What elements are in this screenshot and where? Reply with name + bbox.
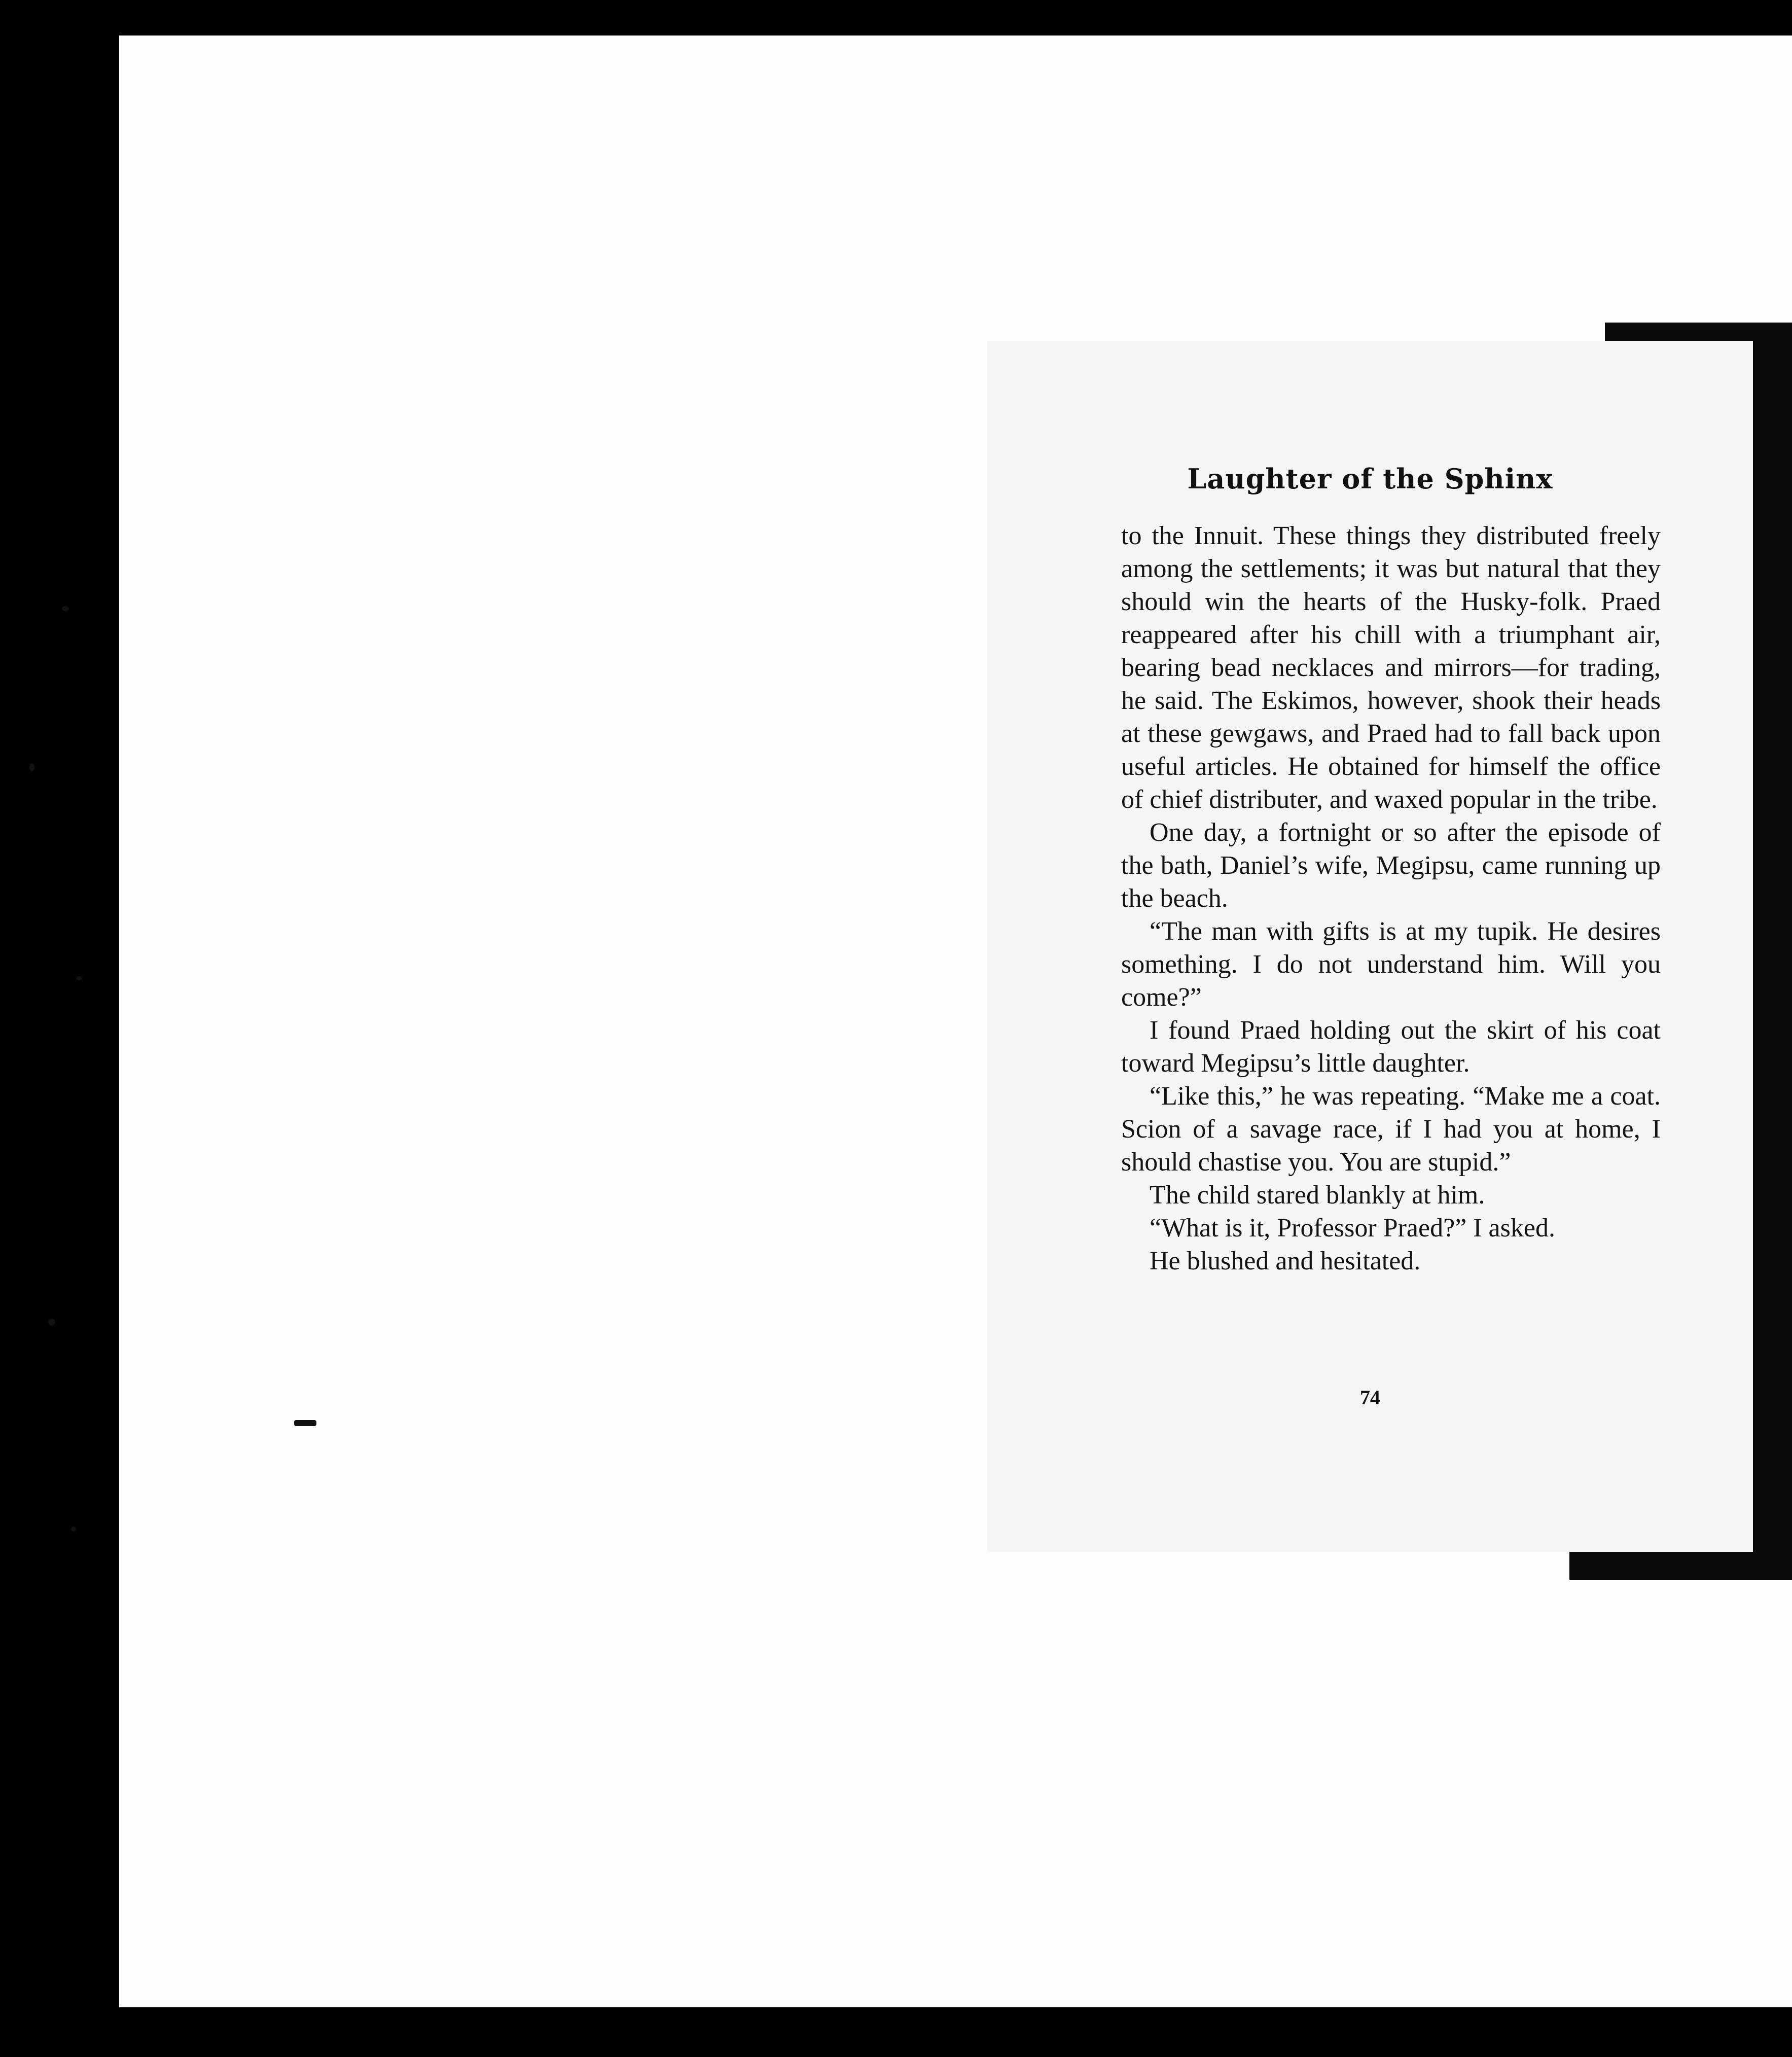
paragraph: “What is it, Professor Praed?” I asked. [1150, 1214, 1555, 1243]
paragraph: One day, a fortnight or so after the episode of the bath, Daniel’s wife, Megipsu, came running up the beach. [1121, 818, 1661, 913]
body-text [1121, 519, 1661, 1278]
running-head: Laughter of the Sphinx [1187, 463, 1553, 495]
page-number: 74 [1360, 1386, 1380, 1409]
paragraph: to the Innuit. These things they distributed freely among the settlements; it was but natural that they should win the hearts of the Husky-folk. Praed reappeared after his chill with a triumphant air, bearing bead necklaces and mirrors—for trading, he said. The Eskimos, however, shook their heads at these gewgaws, and Praed had to fall back upon useful articles. He obtained for himself the office of chief distributer, and waxed popular in the tribe. [1121, 521, 1661, 814]
book-page [987, 341, 1753, 1552]
paragraph: The child stared blankly at him. [1150, 1181, 1485, 1210]
scan-speck [48, 1319, 55, 1326]
scan-speck [76, 976, 82, 980]
paragraph: “The man with gifts is at my tupik. He desires something. I do not understand him. Will you come?” [1121, 917, 1661, 1012]
scan-speck [62, 606, 69, 611]
scan-speck [29, 763, 34, 771]
scan-speck [294, 1420, 316, 1426]
paragraph: He blushed and hesitated. [1150, 1247, 1421, 1275]
paragraph: “Like this,” he was repeating. “Make me a coat. Scion of a savage race, if I had you at home, I should chastise you. You are stupid.” [1121, 1082, 1661, 1177]
book-edge-right [1752, 341, 1792, 1558]
scan-speck [71, 1527, 76, 1532]
paragraph: I found Praed holding out the skirt of his coat toward Megipsu’s little daughter. [1121, 1016, 1661, 1078]
book-edge-top [1605, 323, 1792, 341]
